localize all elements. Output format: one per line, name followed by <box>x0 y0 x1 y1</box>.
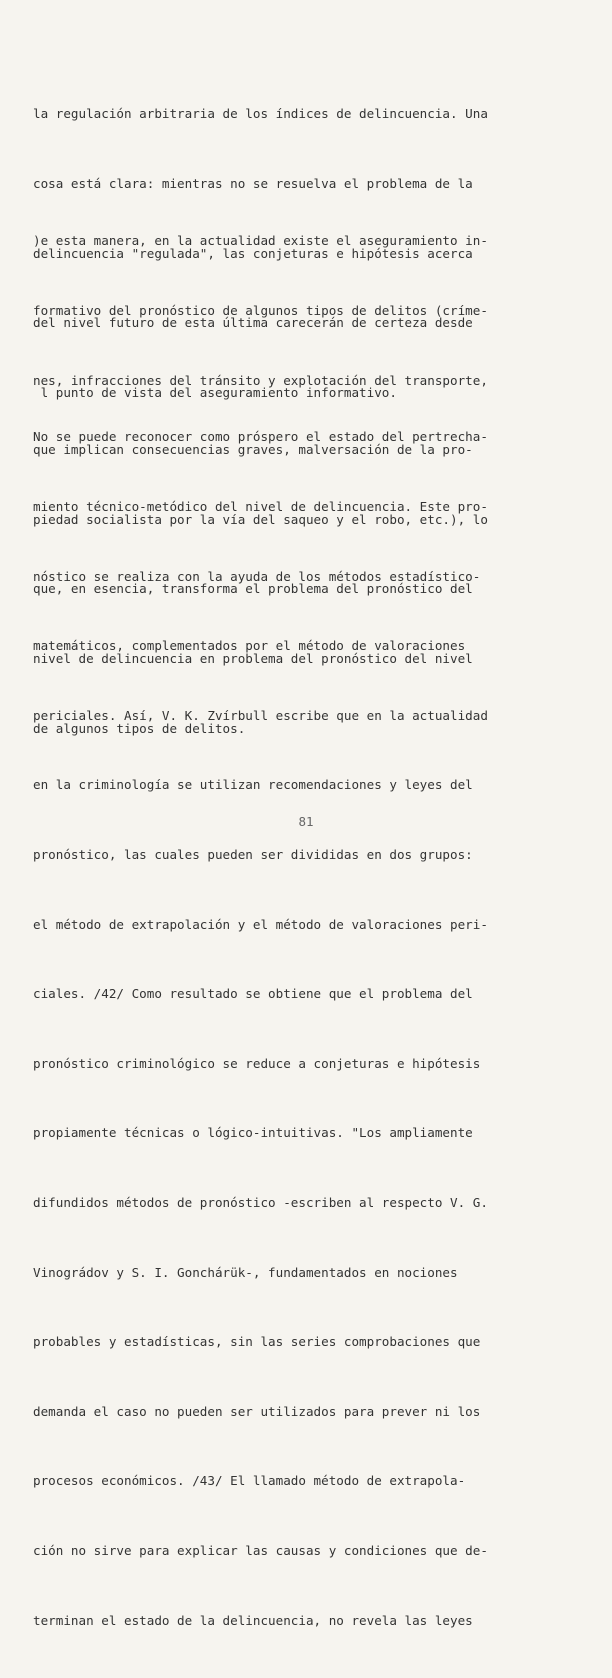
text-line: en la criminología se utilizan recomendaciones y leyes del <box>33 777 473 793</box>
text-line: probables y estadísticas, sin las series comprobaciones que <box>33 1334 481 1350</box>
text-line: pronóstico, las cuales pueden ser divididas en dos grupos: <box>33 846 473 862</box>
text-line: Vinográdov y S. I. Gonchárük-, fundamentados en nociones <box>33 1264 458 1280</box>
text-line: No se puede reconocer como próspero el estado del pertrecha- <box>33 429 488 445</box>
text-line: ciales. /42/ Como resultado se obtiene que el problema del <box>33 986 473 1002</box>
text-line: formativo del pronóstico de algunos tipos de delitos (críme- <box>33 303 488 318</box>
page-number: 81 <box>298 814 314 829</box>
text-line: periciales. Así, V. K. Zvírbull escribe que en la actualidad <box>33 707 488 723</box>
text-line: cosa está clara: mientras no se resuelva el problema de la <box>33 176 473 191</box>
text-line: )e esta manera, en la actualidad existe el aseguramiento in- <box>33 233 488 249</box>
text-line: delincuencia "regulada", las conjeturas e hipótesis acerca <box>33 245 473 261</box>
text-line: matemáticos, complementados por el método de valoraciones <box>33 638 466 654</box>
text-line: que, en esencia, transforma el problema del pronóstico del <box>33 581 473 597</box>
text-line: procesos económicos. /43/ El llamado método de extrapola- <box>33 1473 466 1489</box>
text-line: el método de extrapolación y el método de valoraciones peri- <box>33 916 488 932</box>
text-line: la regulación arbitraria de los índices de delincuencia. Una <box>33 106 488 122</box>
text-line: miento técnico-metódico del nivel de delincuencia. Este pro- <box>33 499 488 514</box>
text-line: piedad socialista por la vía del saqueo y el robo, etc.), lo <box>33 511 488 527</box>
text-line: del nivel futuro de esta última carecerán de certeza desde <box>33 315 473 331</box>
text-line: nóstico se realiza con la ayuda de los métodos estadístico- <box>33 568 481 584</box>
text-line: terminan el estado de la delincuencia, no revela las leyes <box>33 1612 473 1628</box>
text-line: que implican consecuencias graves, malversación de la pro- <box>33 442 473 458</box>
text-line: pronóstico criminológico se reduce a conjeturas e hipótesis <box>33 1055 481 1071</box>
text-line: difundidos métodos de pronóstico -escriben al respecto V. G. <box>33 1194 488 1210</box>
text-line: l punto de vista del aseguramiento informativo. <box>33 384 397 400</box>
paragraph-3 <box>33 379 581 1678</box>
text-line: ción no sirve para explicar las causas y condiciones que de- <box>33 1542 488 1558</box>
text-line: de algunos tipos de delitos. <box>33 720 246 736</box>
text-line: propiamente técnicas o lógico-intuitivas. "Los ampliamente <box>33 1125 473 1141</box>
text-line: nivel de delincuencia en problema del pronóstico del nivel <box>33 650 473 666</box>
text-line: nes, infracciones del tránsito y explotación del transporte, <box>33 372 488 388</box>
text-line: demanda el caso no pueden ser utilizados para prever ni los <box>33 1403 481 1419</box>
